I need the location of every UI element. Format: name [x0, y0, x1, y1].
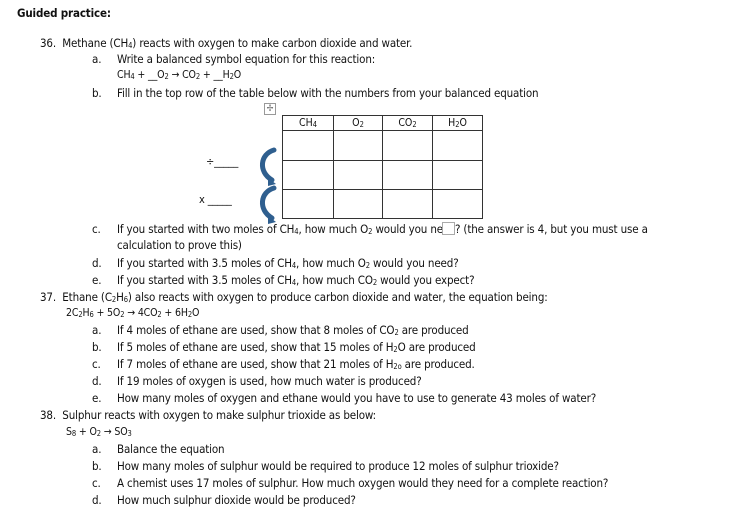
header-ch4: $CH_4$	[283, 116, 334, 131]
q37-a-text: If 4 moles of ethane are used, show that 8 moles of $CO_2$ are produced	[117, 323, 469, 337]
page-heading: Guided practice:	[17, 6, 111, 20]
q36-b-text: Fill in the top row of the table below with the numbers from your balanced equation	[117, 86, 539, 100]
q36-d-label: d.	[92, 256, 102, 270]
q36-equation: $CH_4$ + $\_\_O_2 \to CO_2$ + $\_\_H_2O$	[117, 69, 242, 81]
q37-e-text: How many moles of oxygen and ethane would you have to use to generate 43 moles of water?	[117, 391, 597, 405]
q37-e-label: e.	[92, 391, 102, 405]
q38-c-text: A chemist uses 17 moles of sulphur. How much oxygen would they need for a complete reaction?	[117, 476, 609, 490]
table-cell[interactable]	[383, 131, 433, 161]
table-cell[interactable]	[433, 190, 483, 219]
q36-e-text: If you started with 3.5 moles of $CH_4$, how much $CO_2$ would you expect?	[117, 273, 475, 287]
q38-b-text: How many moles of sulphur would be required to produce 12 moles of sulphur trioxide?	[117, 459, 559, 473]
q37-b-label: b.	[92, 340, 102, 354]
table-row	[283, 190, 483, 219]
question-38: 38. Sulphur reacts with oxygen to make sulphur trioxide as below:	[40, 408, 376, 422]
table-cell[interactable]	[334, 190, 383, 219]
q37-c-text: If 7 moles of ethane are used, show that 21 moles of $H_{2o}$ are produced.	[117, 357, 475, 371]
q36-b-label: b.	[92, 86, 102, 100]
q38-c-label: c.	[92, 476, 101, 490]
q37-d-text: If 19 moles of oxygen is used, how much water is produced?	[117, 374, 422, 388]
q36-number: 36.	[40, 36, 56, 50]
divide-label: ÷_____	[206, 155, 239, 168]
q38-b-label: b.	[92, 459, 102, 473]
q37-a-label: a.	[92, 323, 102, 337]
table-row	[283, 131, 483, 161]
q38-a-text: Balance the equation	[117, 442, 225, 456]
header-o2: $O_2$	[334, 116, 383, 131]
table-cell[interactable]	[334, 161, 383, 190]
table-header-row	[283, 116, 483, 131]
table-cell[interactable]	[433, 131, 483, 161]
table-cell[interactable]	[433, 161, 483, 190]
blank-box[interactable]	[442, 222, 455, 235]
multiply-label: x _____	[199, 193, 232, 206]
q36-d-text: If you started with 3.5 moles of $CH_4$, how much $O_2$ would you need?	[117, 256, 459, 270]
q37-c-label: c.	[92, 357, 101, 371]
q37-b-text: If 5 moles of ethane are used, show that 15 moles of $H_2O$ are produced	[117, 340, 476, 354]
table-cell[interactable]	[283, 190, 334, 219]
table-cell[interactable]	[383, 190, 433, 219]
table-cell[interactable]	[334, 131, 383, 161]
header-h2o: $H_2O$	[433, 116, 483, 131]
table-move-handle-icon[interactable]: ✢	[264, 103, 276, 115]
q36-c-text-line2: calculation to prove this)	[117, 238, 242, 252]
q38-a-label: a.	[92, 442, 102, 456]
q38-equation: $S_8 + O_2 \to SO_3$	[66, 426, 132, 438]
q38-d-text: How much sulphur dioxide would be produced?	[117, 493, 356, 507]
q36-a-text: Write a balanced symbol equation for this reaction:	[117, 52, 376, 66]
header-co2: $CO_2$	[383, 116, 433, 131]
table-cell[interactable]	[383, 161, 433, 190]
ratio-table	[282, 115, 483, 219]
q37-d-label: d.	[92, 374, 102, 388]
curved-arrows-icon	[254, 146, 284, 228]
q37-equation: $2C_2H_6 + 5O_2 \to 4CO_2 + 6H_2O$	[66, 307, 200, 319]
q36-c-label: c.	[92, 222, 101, 236]
table-cell[interactable]	[283, 131, 334, 161]
table-row	[283, 161, 483, 190]
question-36: 36. Methane $(CH_4)$ reacts with oxygen to make carbon dioxide and water.	[40, 36, 413, 50]
question-37: 37. Ethane $(C_2H_6)$ also reacts with oxygen to produce carbon dioxide and water, the equation being:	[40, 290, 548, 304]
q36-e-label: e.	[92, 273, 102, 287]
q38-d-label: d.	[92, 493, 102, 507]
q36-c-text: If you started with two moles of $CH_4$, how much $O_2$ would you ne ? (the answer is 4, but you must use a	[117, 222, 648, 236]
table-cell[interactable]	[283, 161, 334, 190]
q36-a-label: a.	[92, 52, 102, 66]
